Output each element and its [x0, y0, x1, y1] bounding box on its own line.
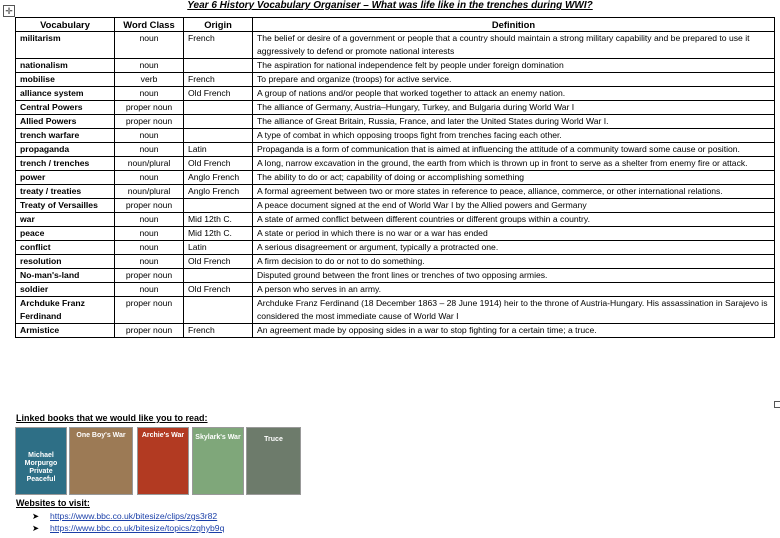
word-origin: [184, 297, 253, 324]
table-row: [16, 101, 775, 115]
table-header-row: [16, 18, 775, 32]
table-move-icon[interactable]: ✛: [3, 5, 15, 17]
word-origin: Old French: [184, 283, 253, 297]
book-cover-truce: Truce: [246, 427, 301, 495]
vocabulary-table: [15, 17, 775, 338]
word-class: noun: [115, 129, 184, 143]
word-definition: Propaganda is a form of communication that is aimed at influencing the attitude of a community toward some cause or position.: [253, 143, 775, 157]
word-origin: Mid 12th C.: [184, 213, 253, 227]
table-row: [16, 269, 775, 283]
word-origin: [184, 269, 253, 283]
word-class: noun: [115, 87, 184, 101]
word-class: noun: [115, 255, 184, 269]
table-row: [16, 324, 775, 338]
table-row: [16, 297, 775, 324]
book-cover-archies-war: Archie's War: [137, 427, 189, 495]
word-origin: Latin: [184, 143, 253, 157]
word-class: proper noun: [115, 115, 184, 129]
word-class: noun: [115, 283, 184, 297]
vocab-word: resolution: [16, 255, 115, 269]
table-row: [16, 199, 775, 213]
list-item: [32, 510, 224, 522]
word-definition: A serious disagreement or argument, typically a protracted one.: [253, 241, 775, 255]
word-origin: Anglo French: [184, 185, 253, 199]
vocab-word: alliance system: [16, 87, 115, 101]
word-class: noun: [115, 32, 184, 59]
word-class: noun/plural: [115, 157, 184, 171]
website-links: [32, 510, 224, 534]
word-definition: The belief or desire of a government or people that a country should maintain a strong military capability and be prepared to use it aggressively to defend or promote national interests: [253, 32, 775, 59]
word-definition: A state of armed conflict between different countries or different groups within a country.: [253, 213, 775, 227]
word-definition: A group of nations and/or people that worked together to attack an enemy nation.: [253, 87, 775, 101]
word-origin: [184, 199, 253, 213]
word-definition: To prepare and organize (troops) for active service.: [253, 73, 775, 87]
table-row: [16, 115, 775, 129]
book-cover-one-boys-war: One Boy's War: [69, 427, 133, 495]
word-definition: A formal agreement between two or more states in reference to peace, alliance, commerce, or other international relations.: [253, 185, 775, 199]
vocab-word: treaty / treaties: [16, 185, 115, 199]
vocab-word: mobilise: [16, 73, 115, 87]
word-definition: Archduke Franz Ferdinand (18 December 1863 – 28 June 1914) heir to the throne of Austria-Hungary. His assassination in Sarajevo is considered the most immediate cause of World War I: [253, 297, 775, 324]
table-row: [16, 59, 775, 73]
word-definition: A person who serves in an army.: [253, 283, 775, 297]
word-definition: The aspiration for national independence felt by people under foreign domination: [253, 59, 775, 73]
table-row: [16, 73, 775, 87]
word-definition: A state or period in which there is no war or a war has ended: [253, 227, 775, 241]
word-origin: [184, 101, 253, 115]
header-origin: Origin: [184, 18, 253, 32]
word-origin: [184, 59, 253, 73]
word-definition: A peace document signed at the end of World War I by the Allied powers and Germany: [253, 199, 775, 213]
table-row: [16, 283, 775, 297]
vocab-word: conflict: [16, 241, 115, 255]
word-origin: Mid 12th C.: [184, 227, 253, 241]
word-definition: A type of combat in which opposing troops fight from trenches facing each other.: [253, 129, 775, 143]
table-row: [16, 185, 775, 199]
word-class: proper noun: [115, 297, 184, 324]
vocab-word: Armistice: [16, 324, 115, 338]
table-resize-handle[interactable]: [774, 401, 780, 408]
word-definition: A firm decision to do or not to do something.: [253, 255, 775, 269]
word-class: noun/plural: [115, 185, 184, 199]
list-item: [32, 522, 224, 534]
table-row: [16, 32, 775, 59]
word-class: proper noun: [115, 269, 184, 283]
word-origin: French: [184, 32, 253, 59]
word-class: noun: [115, 227, 184, 241]
word-origin: [184, 115, 253, 129]
word-origin: Old French: [184, 157, 253, 171]
header-definition: Definition: [253, 18, 775, 32]
vocab-word: Treaty of Versailles: [16, 199, 115, 213]
books-heading: Linked books that we would like you to read:: [16, 413, 208, 423]
table-row: [16, 87, 775, 101]
vocab-word: peace: [16, 227, 115, 241]
word-definition: The alliance of Great Britain, Russia, France, and later the United States during World War I.: [253, 115, 775, 129]
word-definition: An agreement made by opposing sides in a war to stop fighting for a certain time; a truce.: [253, 324, 775, 338]
word-class: noun: [115, 143, 184, 157]
vocab-word: power: [16, 171, 115, 185]
vocab-word: Central Powers: [16, 101, 115, 115]
vocab-word: trench warfare: [16, 129, 115, 143]
word-origin: Old French: [184, 87, 253, 101]
vocab-word: war: [16, 213, 115, 227]
table-row: [16, 241, 775, 255]
vocabulary-table-body: [16, 32, 775, 338]
word-origin: Anglo French: [184, 171, 253, 185]
vocab-word: No-man's-land: [16, 269, 115, 283]
book-cover-private-peaceful: Michael Morpurgo Private Peaceful: [15, 427, 67, 495]
header-word-class: Word Class: [115, 18, 184, 32]
table-row: [16, 213, 775, 227]
word-definition: The alliance of Germany, Austria–Hungary, Turkey, and Bulgaria during World War I: [253, 101, 775, 115]
vocab-word: trench / trenches: [16, 157, 115, 171]
word-class: noun: [115, 59, 184, 73]
word-origin: Latin: [184, 241, 253, 255]
arrow-bullet-icon: ➤: [32, 511, 40, 521]
word-definition: A long, narrow excavation in the ground, the earth from which is thrown up in front to serve as a shelter from enemy fire or attack.: [253, 157, 775, 171]
word-class: proper noun: [115, 101, 184, 115]
table-row: [16, 227, 775, 241]
word-class: noun: [115, 241, 184, 255]
word-class: noun: [115, 171, 184, 185]
word-definition: Disputed ground between the front lines or trenches of two opposing armies.: [253, 269, 775, 283]
word-definition: The ability to do or act; capability of doing or accomplishing something: [253, 171, 775, 185]
word-origin: French: [184, 324, 253, 338]
word-origin: [184, 129, 253, 143]
word-origin: Old French: [184, 255, 253, 269]
websites-heading: Websites to visit:: [16, 498, 90, 508]
vocab-word: Allied Powers: [16, 115, 115, 129]
table-row: [16, 129, 775, 143]
vocab-word: nationalism: [16, 59, 115, 73]
website-link-clips[interactable]: https://www.bbc.co.uk/bitesize/clips/zgs3r82: [50, 511, 218, 521]
table-row: [16, 171, 775, 185]
table-row: [16, 255, 775, 269]
arrow-bullet-icon: ➤: [32, 523, 40, 533]
vocab-word: propaganda: [16, 143, 115, 157]
table-row: [16, 143, 775, 157]
word-origin: French: [184, 73, 253, 87]
word-class: noun: [115, 213, 184, 227]
word-class: verb: [115, 73, 184, 87]
vocab-word: Archduke Franz Ferdinand: [16, 297, 115, 324]
website-link-topics[interactable]: https://www.bbc.co.uk/bitesize/topics/zqhyb9q: [50, 523, 225, 533]
header-vocabulary: Vocabulary: [16, 18, 115, 32]
word-class: proper noun: [115, 324, 184, 338]
page-title: Year 6 History Vocabulary Organiser – What was life like in the trenches during WWI?: [187, 0, 593, 11]
word-class: proper noun: [115, 199, 184, 213]
vocab-word: militarism: [16, 32, 115, 59]
table-row: [16, 157, 775, 171]
book-cover-skylarks-war: Skylark's War: [192, 427, 244, 495]
vocab-word: soldier: [16, 283, 115, 297]
